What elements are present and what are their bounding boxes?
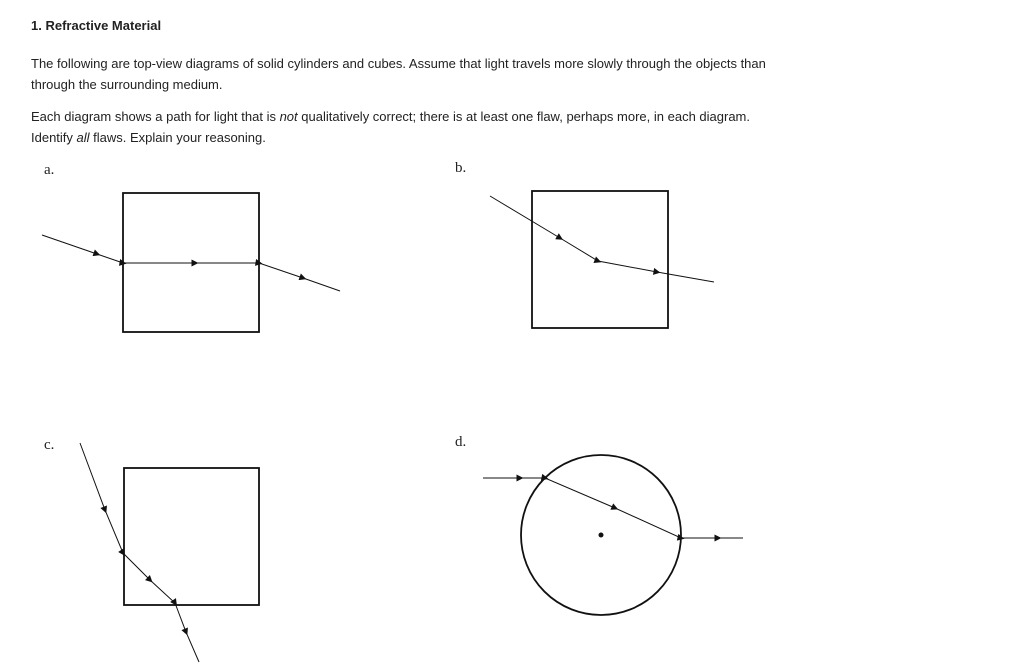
text: flaws. Explain your reasoning. xyxy=(89,130,266,145)
light-ray-c xyxy=(80,443,199,662)
cube-c xyxy=(124,468,259,605)
light-ray-b xyxy=(490,196,714,282)
diagram-label-a: a. xyxy=(44,162,55,178)
diagram-label-d: d. xyxy=(455,434,467,450)
text: Each diagram shows a path for light that is xyxy=(31,109,280,124)
text: qualitatively correct; there is at least one flaw, perhaps more, in each diagram. Identify xyxy=(31,109,750,145)
emphasis: not xyxy=(279,109,298,124)
diagram-label-b: b. xyxy=(455,160,467,176)
diagram-label-c: c. xyxy=(44,437,55,453)
emphasis: all xyxy=(76,130,90,145)
cylinder-center-dot xyxy=(599,533,604,538)
cube-b xyxy=(532,191,668,328)
intro-paragraph: The following are top-view diagrams of solid cylinders and cubes. Assume that light travels more slowly through the objects than through the surrounding medium. xyxy=(31,56,766,92)
light-ray-a xyxy=(42,235,340,291)
question-title: 1. Refractive Material xyxy=(31,18,162,33)
